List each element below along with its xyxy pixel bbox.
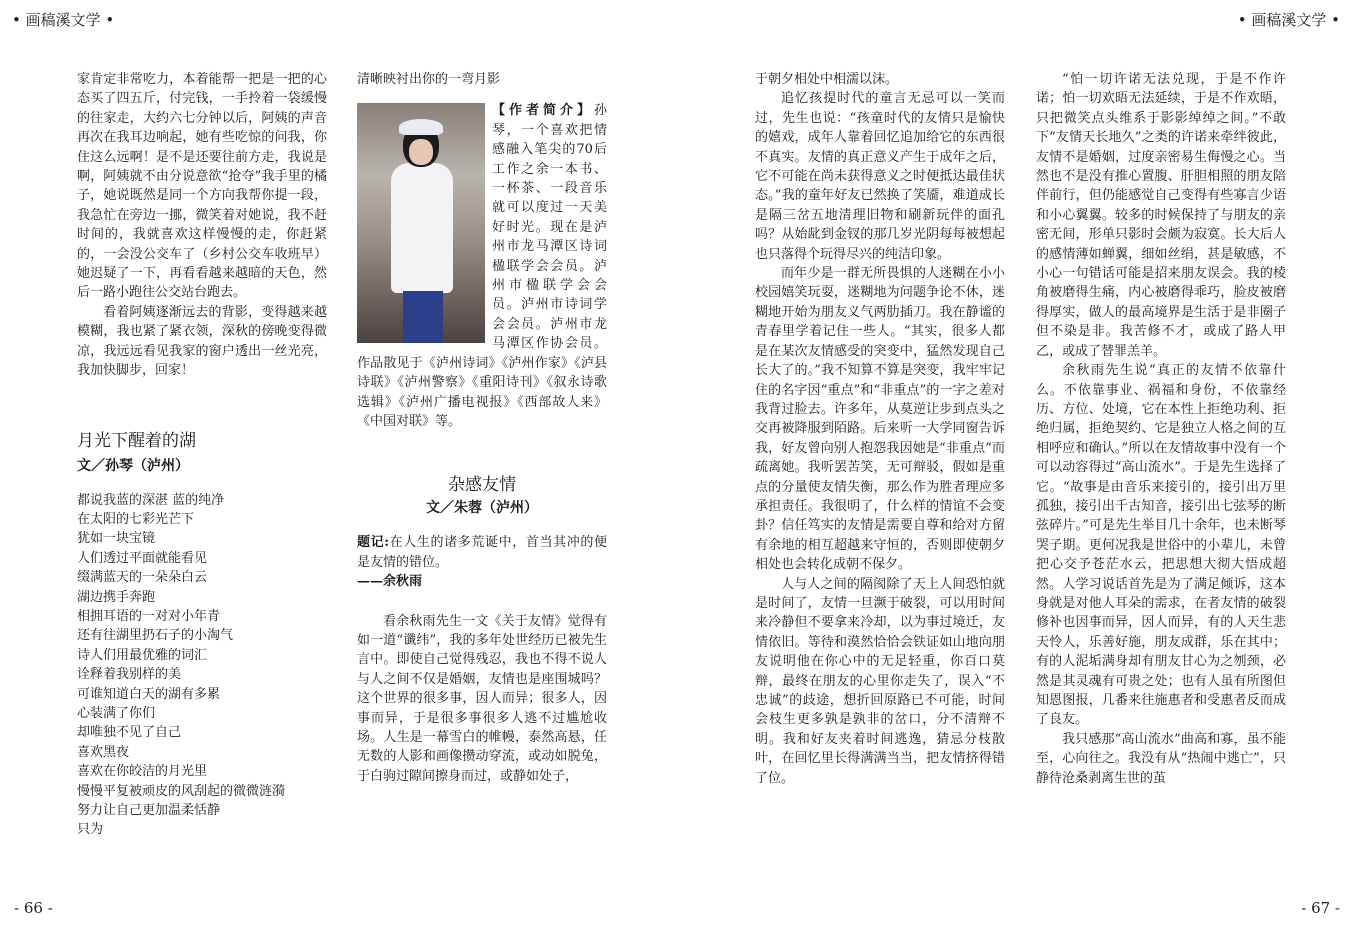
poem-line: 却唯独不见了自己 <box>77 725 182 741</box>
page-number-left: - 66 - <box>14 899 53 917</box>
column-2 <box>357 70 607 786</box>
magazine-header-right: • 画稿溪文学 • <box>1237 11 1340 29</box>
poem-line: 喜欢黑夜 <box>77 744 130 760</box>
page-number-right: - 67 - <box>1301 899 1340 917</box>
poem-line: 都说我蓝的深湛 蓝的纯净 <box>77 492 225 508</box>
poem-line: 犹如一块宝镜 <box>77 531 156 547</box>
poem-line: 在太阳的七彩光芒下 <box>77 511 195 527</box>
poem-line: 喜欢在你皎洁的月光里 <box>77 764 208 780</box>
poem-author: 文／孙琴（泸州） <box>77 457 189 474</box>
epigraph-text: 在人生的诸多荒诞中，首当其冲的便是友情的错位。 <box>357 535 607 570</box>
author-photo <box>357 103 485 343</box>
poem-line: 可谁知道白天的湖有多累 <box>77 686 221 702</box>
paragraph: 我只感那“高山流水”曲高和寡，虽不能至，心向往之。我没有从“热闹中逃亡”，只静待沧桑剥离生世的茧 <box>1036 731 1286 786</box>
poem-line: 只为 <box>77 822 104 838</box>
paragraph: 追忆孩提时代的童言无忌可以一笑而过，先生也说：“孩童时代的友情只是愉快的嬉戏，成年人靠着回忆追加给它的东西很不真实。友情的真正意义产生于成年之后，它不可能在尚未获得意义之时便抵达最佳状态。”我的童年好友已然换了笑靥，难道成长是隔三岔五地清理旧物和刷新玩伴的面孔吗？从始龀到金钗的那几岁光阴每每被想起也只落得个玩得尽兴的纯洁印象。 <box>755 91 1005 262</box>
epigraph-label: 题记: <box>357 535 390 551</box>
column-4 <box>1036 70 1286 788</box>
poem-line: 相拥耳语的一对对小年青 <box>77 608 221 624</box>
paragraph: 余秋雨先生说“真正的友情不依靠什么。不依靠事业、祸福和身份，不依靠经历、方位、处境，它在本性上拒绝功利、拒绝归属，拒绝契约、它是独立人格之间的互相呼应和确认。”所以在友情故事中没有一个可以动容得过“高山流水”。于是先生选择了它。“故事是由音乐来接引的，接引出万里孤独，接引出千古知音，接引出七弦琴的断弦碎片。”可是先生举目几十余年，也未断琴哭子期。更何况我是世俗中的小辈儿，未曾把心交予苍茫水云，把思想大彻大悟成超然。人学习说话首先是为了满足倾诉，这本身就是对他人耳朵的需求，在者友情的破裂修补也因事而异，因人而异，有的人天生悲天怜人，乐善好施，朋友成群，乐在其中；有的人泥垢满身却有朋友甘心为之刎颈，必然是其灵魂有可贵之处；也有人虽有所图但知恩图报，几番来往施惠者和受惠者反而成了良友。 <box>1036 363 1286 728</box>
column-3 <box>755 70 1005 788</box>
poem-line: 缀满蓝天的一朵朵白云 <box>77 570 208 586</box>
poem-line: 清晰映衬出你的一弯月影 <box>357 72 501 87</box>
paragraph: 看余秋雨先生一文《关于友情》觉得有如一道“谶纬”，我的多年处世经历已被先生言中。即使自己觉得残忍，我也不得不说人与人之间不仅是婚姻，友情也是座围城吗？这个世界的很多事，因人而异；很多人，因事而异，于是很多事很多人逃不过尴尬收场。人生是一幕雪白的帷幔，泰然高悬，任无数的人影和画像攒动穿流，或动如脱兔，于白驹过隙间擦身而过，或静如处子， <box>357 613 607 784</box>
bio-label: 【作者简介】 <box>492 103 594 119</box>
poem-line: 诠释着我别样的美 <box>77 667 182 683</box>
poem-line: 湖边携手奔跑 <box>77 589 156 605</box>
essay-title: 杂感友情 <box>448 475 516 496</box>
poem-line: 慢慢平复被顽皮的风刮起的微微涟漪 <box>77 783 286 799</box>
poem-line: 人们透过平面就能看见 <box>77 550 208 566</box>
paragraph: 家肯定非常吃力，本着能帮一把是一把的心态买了四五斤，付完钱，一手拎着一袋缓慢的往家走，大约六七分钟以后，阿姨的声音再次在我耳边响起，她有些吃惊的问我，你住这么远啊！是不是还要往前方走，我说是啊，阿姨就不由分说意欲“抢夺”我手里的橘子，她说既然是同一个方向我帮你提一段，我急忙在旁边一挪，微笑着对她说，我不赶时间的，我就喜欢这样慢慢的走，你赶紧的，一会没公交车了（乡村公交车收班早）她迟疑了一下，再看看越来越暗的天色，然后一路小跑往公交站台跑去。 <box>77 72 327 301</box>
bio-text: 孙琴，一个喜欢把情感融入笔尖的70后工作之余一本书、一杯茶、一段音乐就可以度过一天美好时光。现在是泸州市龙马潭区诗词楹联学会会员。泸州市楹联学会会员。泸州市诗词学会会员。泸州市龙马潭区作协会员。作品散见于《泸州诗词》《泸州作家》《泸县诗联》《泸州警察》《重阳诗刊》《叙永诗歌选辑》《泸州广播电视报》《西部故人来》《中国对联》等。 <box>357 103 607 429</box>
poem-line: 心装满了你们 <box>77 705 156 721</box>
paragraph: 看着阿姨逐渐远去的背影，变得越来越模糊，我也紧了紧衣领，深秋的傍晚变得微凉，我远远看见我家的窗户透出一丝光亮，我加快脚步，回家！ <box>77 304 327 379</box>
paragraph: 于朝夕相处中相濡以沫。 <box>755 72 899 87</box>
paragraph: 而年少是一群无所畏惧的人迷糊在小小校园嬉笑玩耍，迷糊地为问题争论不休，迷糊地开始为朋友义气两肋插刀。我在静谧的青春里学着记住一些人。“其实，很多人都是在某次友情感受的突变中，猛然发现自己长大了的。”我不知算不算是突变，我牢牢记住的名字因“重点”和“非重点”的一字之差对我背过脸去。许多年，从莫逆让步到点头之交再被降服到陌路。后来听一大学同窗告诉我，好友曾向别人抱怨我因她是“非重点”而疏离她。我听罢苦笑，无可辩驳，假如是重点的分量使友情失衡，那么作为胜者理应多承担责任。我很明了，什么样的情谊不会变卦？信任笃实的友情是需要自尊和给对方留有余地的相互超越来守恒的，否则即使朝夕相处也会转化成朝不保夕。 <box>755 266 1005 573</box>
epigraph-source: ——余秋雨 <box>357 574 423 590</box>
paragraph: 人与人之间的隔阂除了天上人间恐怕就是时间了，友情一旦濒于破裂，可以用时间来冷静但不要拿来冷却，以为事过境迁，友情依旧。等待和漠然恰恰会铁证如山地向朋友说明他在你心中的无足轻重，你百口莫辩，最终在朋友的心里你走失了，误入“不忠诚”的歧途，想折回原路已不可能，时间会枝生更多孰是孰非的岔口，分不清辩不明。我和好友夹着时间逃逸，猜忌分枝散叶，在回忆里长得满满当当，把友情挤得错了位。 <box>755 576 1005 786</box>
poem-line: 还有往湖里扔石子的小淘气 <box>77 628 234 644</box>
magazine-header-left: • 画稿溪文学 • <box>12 11 115 29</box>
poem-title: 月光下醒着的湖 <box>77 430 196 451</box>
author-bio <box>357 101 607 431</box>
poem-line: 努力让自己更加温柔恬静 <box>77 803 221 818</box>
epigraph <box>357 533 607 572</box>
column-1 <box>77 70 327 840</box>
essay-author: 文／朱蓉（泸州） <box>426 500 538 517</box>
paragraph: “怕一切许诺无法兑现，于是不作许诺；怕一切欢晤无法延续，于是不作欢晤，只把微笑点头维系于影影绰绰之间。”不敢下“友情天长地久”之类的许诺来牵绊彼此，友情不是婚姻，过度亲密易生侮慢之心。当然也不是没有推心置腹、肝胆相照的朋友陪伴前行，但仍能感觉自己变得有些寡言少语和小心翼翼。较多的时候保持了与朋友的亲密无间，形单只影时会颇为寂寞。长大后人的感情薄如蝉翼，细如丝绢，甚是敏感，不小心一句错话可能是招来朋友误会。我的棱角被磨得生痛，内心被磨得乖巧，脸皮被磨得厚实，做人的最高境界是生活于是非圈子但不染是非。我苦修不才，或成了路人甲乙，或成了替罪羔羊。 <box>1036 72 1286 359</box>
poem-line: 诗人们用最优雅的词汇 <box>77 647 208 663</box>
